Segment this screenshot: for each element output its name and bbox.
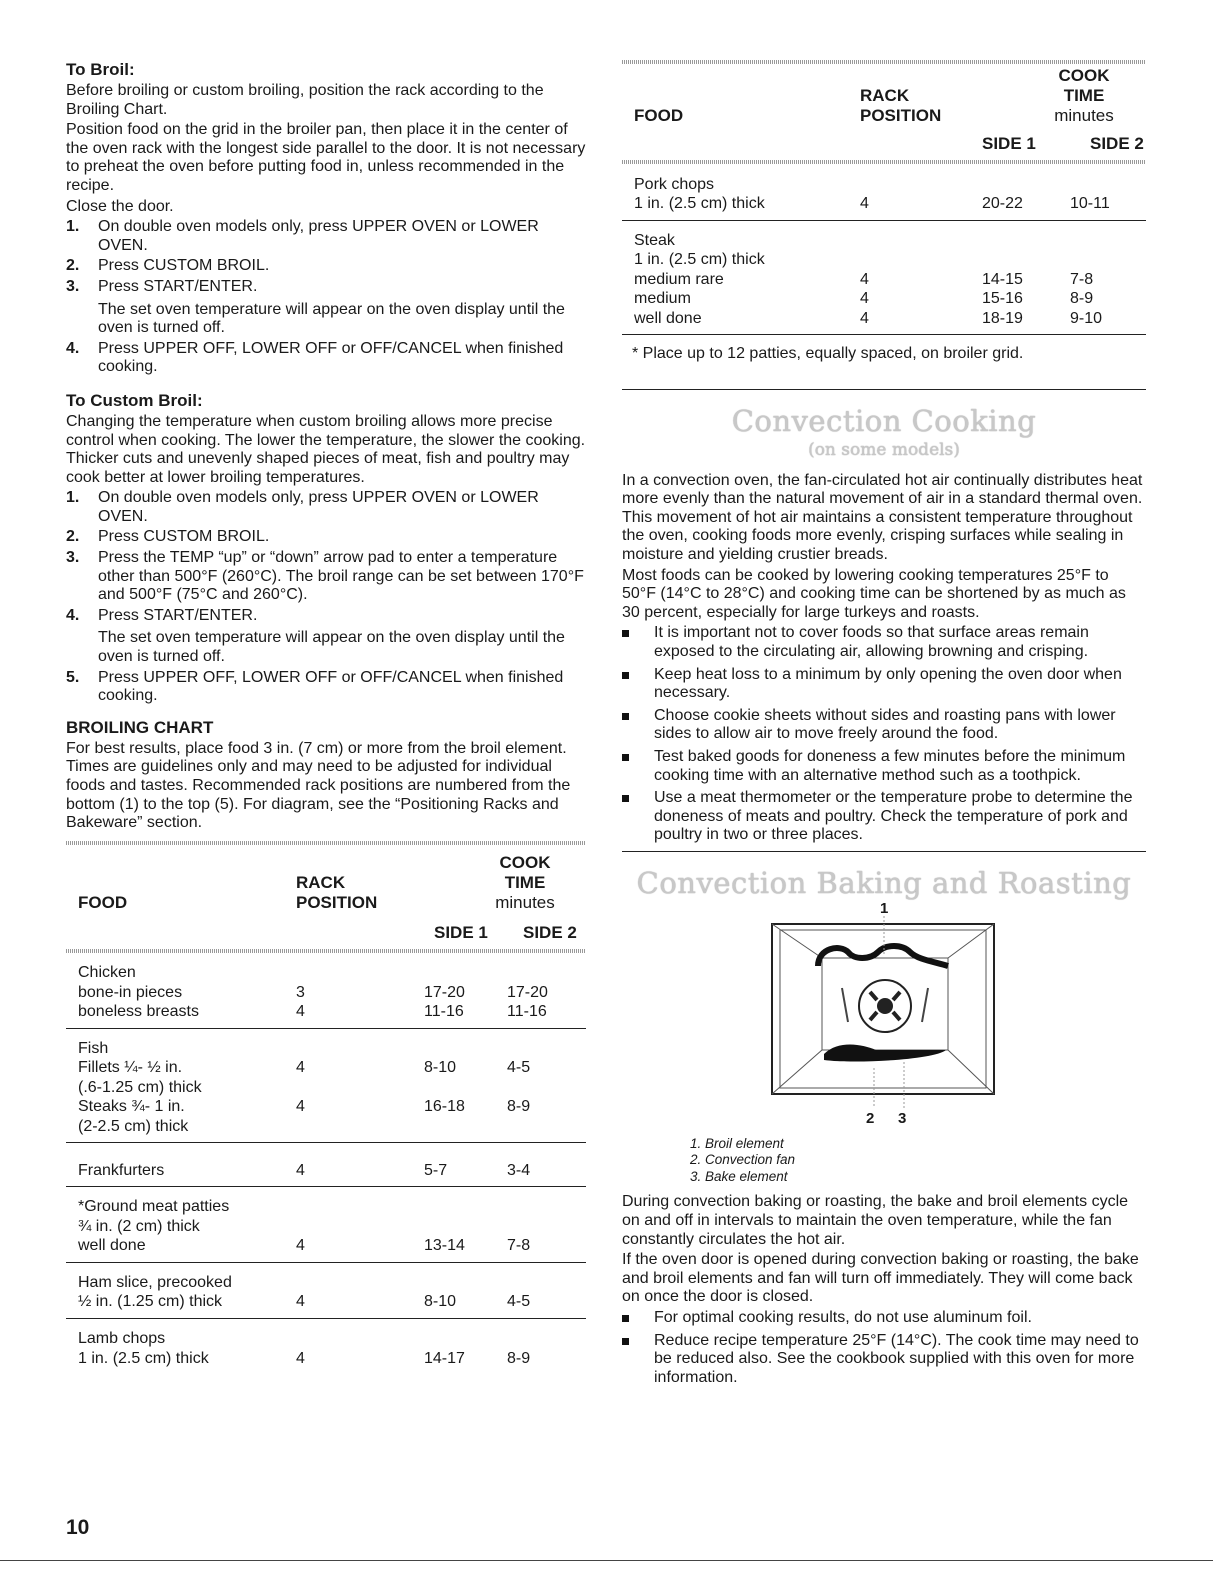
food-cell: Frankfurters [78,1161,165,1179]
side1-time-cell [424,1078,507,1098]
convection-bullets [622,624,1146,845]
rack-position-cell: 4 [860,290,869,307]
table-row [622,164,1146,194]
custom-broil-paragraph: Changing the temperature when custom broiling allows more precise control when cooking. The lower the temperature, the slower the cooking. Thicker cuts and unevenly shaped pieces of meat, fish and poultry may cook better at lower broiling temperatures. [66,412,586,486]
side1-time-cell: 17-20 [424,983,465,1001]
section-rule [622,851,1146,852]
side2-time-cell [507,1262,586,1292]
rack-position-cell [296,1117,424,1143]
broil-step: 1. On double oven models only, press UPPER OVEN or LOWER OVEN. [66,218,539,254]
table-row [66,953,586,983]
side1-header: SIDE 1 [982,134,1036,153]
side1-time-cell: 16-18 [424,1098,465,1116]
side2-time-cell [507,1078,586,1098]
chart-right-body [622,164,1146,335]
time-header: TIME [504,872,546,892]
chart-left-body [66,953,586,1375]
side1-header: SIDE 1 [434,922,488,942]
custom-step: 4. Press START/ENTER. The set oven temperature will appear on the oven display until the oven is turned off. [66,606,565,666]
diagram-label-2: 2 [866,1109,875,1127]
rack-position-cell: 4 [296,1098,305,1116]
food-cell: Steaks ¾- 1 in. [78,1098,185,1116]
diagram-caption-1: 1. Broil element [690,1135,784,1151]
table-row [66,1117,586,1143]
oven-cavity-illustration [622,900,1146,1136]
food-cell: Steak [634,231,675,249]
side1-time-cell [982,250,1070,270]
rack-position-cell [296,1078,424,1098]
diagram-label-3: 3 [898,1109,907,1127]
table-row [622,289,1146,309]
food-cell: medium rare [634,270,724,288]
side1-time-cell: 20-22 [982,195,1023,212]
list-item: It is important not to cover foods so that surface areas remain exposed to the circulating air, allowing browning and crisping. [622,624,1146,661]
custom-step: 3. Press the TEMP “up” or “down” arrow pad to enter a temperature other than 500°F (260°C). The broil range can be set between 170°F and 500°F (75°C and 260°C). [66,549,584,604]
table-row [622,194,1146,220]
table-row [622,309,1146,335]
food-cell: boneless breasts [78,1003,199,1021]
side1-time-cell [424,1318,507,1348]
side2-time-cell [507,1187,586,1217]
table-row [66,1217,586,1237]
table-row [66,1028,586,1058]
custom-broil-steps [66,489,586,706]
food-cell: Fillets ¼- ½ in. [78,1059,183,1077]
side1-time-cell [982,164,1070,194]
food-cell: Chicken [78,964,136,982]
rack-position-cell: 4 [296,1161,305,1179]
food-cell: 1 in. (2.5 cm) thick [634,251,765,268]
side2-time-cell: 10-11 [1070,195,1110,212]
bullet-icon [622,754,629,761]
rack-position-cell: 4 [296,1293,305,1311]
cook-header: COOK [499,852,551,872]
side1-time-cell [424,1217,507,1237]
side1-time-cell: 14-17 [424,1349,465,1367]
list-item: Test baked goods for doneness a few minutes before the minimum cooking time with an alternative method such as a toothpick. [622,748,1146,785]
list-item: Keep heat loss to a minimum by only opening the oven door when necessary. [622,666,1146,703]
oven-diagram [622,900,1146,1136]
table-row [622,250,1146,270]
side1-time-cell: 5-7 [424,1161,448,1179]
page-number: 10 [66,1516,90,1539]
table-row [66,983,586,1003]
bullet-icon [622,713,629,720]
table-row [66,1002,586,1028]
food-cell: ½ in. (1.25 cm) thick [78,1293,223,1311]
side1-time-cell [424,953,507,983]
side2-time-cell: 8-9 [1070,290,1094,307]
table-row [66,1078,586,1098]
side2-time-cell: 7-8 [1070,270,1094,288]
convection-baking-title: Convection Baking and Roasting [636,865,1132,900]
food-cell: ¾ in. (2 cm) thick [78,1217,200,1235]
side1-time-cell [424,1187,507,1217]
custom-step: 2. Press CUSTOM BROIL. [66,528,270,546]
bullet-icon [622,672,629,679]
rack-position-cell [296,1262,424,1292]
list-item: Use a meat thermometer or the temperature probe to determine the doneness of meats and poultry. Check the temperature of pork and poultry in two or three places. [622,789,1146,845]
table-row [66,1318,586,1348]
side1-time-cell [424,1262,507,1292]
custom-step: 5. Press UPPER OFF, LOWER OFF or OFF/CANCEL when finished cooking. [66,668,564,705]
rack-position-cell: 4 [860,309,869,327]
side2-time-cell: 8-9 [507,1098,531,1116]
side2-time-cell [1070,220,1146,250]
side1-time-cell: 8-10 [424,1293,457,1311]
cook-header: COOK [1058,66,1110,85]
side1-time-cell: 14-15 [982,270,1023,288]
rack-position-cell [860,164,982,194]
side1-time-cell: 11-16 [424,1003,464,1021]
side2-time-cell [1070,164,1146,194]
food-cell: (2-2.5 cm) thick [78,1117,189,1135]
footnote: * Place up to 12 patties, equally spaced, on broiler grid. [632,345,1024,362]
food-cell: Lamb chops [78,1329,166,1347]
diagram-label-1: 1 [880,899,889,917]
convection-cooking-title: Convection Cooking [731,403,1037,438]
table-row [622,220,1146,250]
food-cell: Ham slice, precooked [78,1273,232,1291]
table-row [66,1292,586,1318]
side2-time-cell: 9-10 [1070,309,1103,327]
rack-position-cell [296,1217,424,1237]
side1-time-cell: 13-14 [424,1237,465,1255]
custom-broil-heading: To Custom Broil: [66,390,203,410]
side2-time-cell [507,953,586,983]
list-item: For optimal cooking results, do not use aluminum foil. [622,1309,1146,1328]
baking-paragraph-1: During convection baking or roasting, the bake and broil elements cycle on and off in intervals to maintain the oven temperature, while the fan constantly circulates the hot air. [622,1193,1129,1248]
convection-cooking-subtitle: (on some models) [808,439,960,460]
rack-header: RACK [860,86,910,105]
table-row [66,1143,586,1187]
footer-rule [0,1560,1213,1561]
side1-time-cell [982,220,1070,250]
broil-step: 4. Press UPPER OFF, LOWER OFF or OFF/CANCEL when finished cooking. [66,339,564,376]
rack-position-cell [296,953,424,983]
left-column [66,60,586,1374]
rack-position-cell: 4 [296,1003,305,1021]
side2-time-cell: 4-5 [507,1293,531,1311]
rack-position-cell: 4 [860,270,869,288]
table-row [66,1236,586,1262]
broil-paragraph-3: Close the door. [66,197,174,215]
time-header: TIME [1063,86,1105,105]
broiling-chart-heading: BROILING CHART [66,717,214,737]
table-row [66,1058,586,1078]
food-cell: (.6-1.25 cm) thick [78,1078,202,1096]
side2-time-cell [507,1217,586,1237]
table-row [622,270,1146,290]
rack-position-cell [296,1318,424,1348]
food-cell: bone-in pieces [78,983,183,1001]
side2-time-cell: 17-20 [507,983,548,1001]
food-cell: well done [78,1237,146,1255]
side2-time-cell [1070,250,1146,270]
rack-position-cell [296,1187,424,1217]
side1-time-cell [424,1117,507,1143]
rack-position-cell [296,1028,424,1058]
bullet-icon [622,1338,629,1345]
baking-paragraph-2: If the oven door is opened during convection baking or roasting, the bake and broil elements and fan will turn off immediately. They will come back on once the door is closed. [622,1251,1139,1306]
diagram-caption-3: 3. Bake element [690,1168,788,1184]
position-header: POSITION [860,106,942,125]
custom-step: 1. On double oven models only, press UPPER OVEN or LOWER OVEN. [66,489,539,525]
side2-header: SIDE 2 [1090,134,1144,153]
table-row [66,1097,586,1117]
side2-time-cell: 4-5 [507,1059,531,1077]
table-row [66,1187,586,1217]
convection-paragraph-1: In a convection oven, the fan-circulated hot air continually distributes heat more evenly than the natural movement of air in a standard thermal oven. This movement of hot air maintains a consistent temperature throughout the oven, cooking foods more evenly, crisping surfaces while sealing in moisture and yielding crustier breads. [622,471,1143,563]
broil-paragraph-1: Before broiling or custom broiling, position the rack according to the Broiling Chart. [66,82,544,118]
side1-time-cell: 18-19 [982,309,1023,327]
side2-header: SIDE 2 [523,922,577,942]
broiling-chart-right [622,64,1146,335]
side2-time-cell [507,1318,586,1348]
broil-step: 2. Press CUSTOM BROIL. [66,257,270,275]
diagram-caption-2: 2. Convection fan [690,1152,796,1168]
rack-position-cell: 4 [860,195,869,212]
food-header: FOOD [78,892,128,912]
food-cell: 1 in. (2.5 cm) thick [78,1349,209,1367]
side2-time-cell [507,1028,586,1058]
table-row [66,1348,586,1374]
broiling-chart-left [66,845,586,1375]
table-row [66,1262,586,1292]
to-broil-heading: To Broil: [66,60,135,79]
rack-header: RACK [296,872,346,892]
list-item: Choose cookie sheets without sides and roasting pans with lower sides to allow air to move freely around the food. [622,707,1146,744]
broil-step: 3. Press START/ENTER. The set oven temperature will appear on the oven display until the oven is turned off. [66,277,565,337]
food-header: FOOD [634,106,684,125]
rack-position-cell [860,220,982,250]
side2-time-cell: 3-4 [507,1161,531,1179]
rack-position-cell: 4 [296,1237,305,1255]
baking-bullets [622,1309,1146,1387]
list-item: Reduce recipe temperature 25°F (14°C). The cook time may need to be reduced also. See the cookbook supplied with this oven for more information. [622,1332,1146,1388]
side1-time-cell: 15-16 [982,290,1023,307]
bullet-icon [622,630,629,637]
side2-time-cell: 8-9 [507,1349,531,1367]
side2-time-cell: 7-8 [507,1237,531,1255]
side1-time-cell [424,1028,507,1058]
position-header: POSITION [296,892,378,912]
food-cell: well done [634,309,702,327]
food-cell: Pork chops [634,175,715,193]
food-cell: 1 in. (2.5 cm) thick [634,195,765,212]
rack-position-cell [860,250,982,270]
section-rule [622,389,1146,390]
minutes-header: minutes [495,892,555,912]
rack-position-cell: 4 [296,1059,305,1077]
right-column [622,60,1146,1391]
food-cell: medium [634,290,691,307]
convection-paragraph-2: Most foods can be cooked by lowering cooking temperatures 25°F to 50°F (14°C to 28°C) and cooking time can be shortened by as much as 30 percent, especially for large turkeys and roasts. [622,566,1126,621]
side2-time-cell: 11-16 [507,1003,547,1021]
rack-position-cell: 4 [296,1349,305,1367]
minutes-header: minutes [1054,106,1114,125]
broiling-chart-intro: For best results, place food 3 in. (7 cm) or more from the broil element. Times are guidelines only and may need to be adjusted for individual foods and tastes. Recommended rack positions are numbered from the bottom (1) to the top (5). For diagram, see the “Positioning Racks and Bakeware” section. [66,739,571,832]
broil-paragraph-2: Position food on the grid in the broiler pan, then place it in the center of the oven rack with the longest side parallel to the door. It is not necessary to preheat the oven before putting food in, unless recommended in the recipe. [66,121,586,194]
food-cell: *Ground meat patties [78,1198,230,1216]
bullet-icon [622,1315,629,1322]
side1-time-cell: 8-10 [424,1059,457,1077]
food-cell: Fish [78,1039,109,1057]
side2-time-cell [507,1117,586,1143]
rack-position-cell: 3 [296,983,305,1001]
broil-steps [66,218,586,377]
bullet-icon [622,795,629,802]
